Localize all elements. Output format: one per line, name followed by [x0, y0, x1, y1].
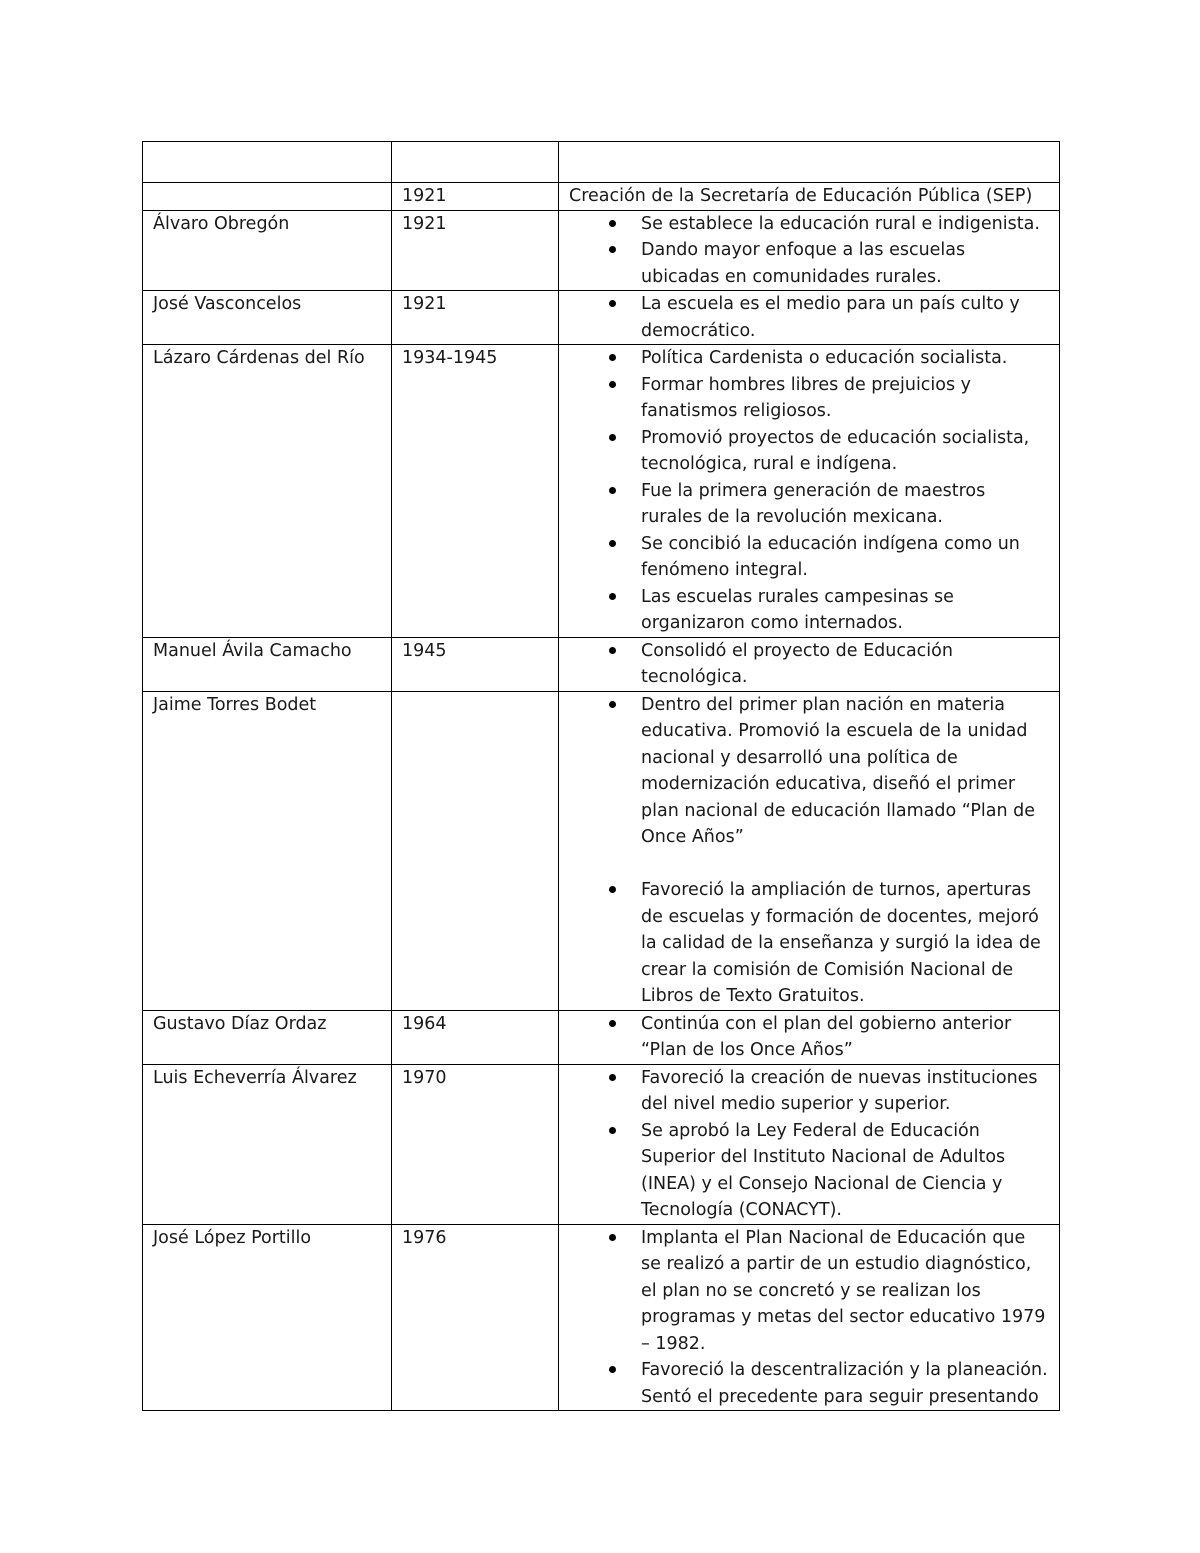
year-cell: 1964	[392, 1010, 559, 1064]
table-header-row	[143, 142, 1060, 183]
table-row	[143, 1064, 1060, 1224]
bullet-item: Continúa con el plan del gobierno anterior “Plan de los Once Años”	[569, 1011, 1051, 1064]
president-cell: Manuel Ávila Camacho	[143, 637, 392, 691]
table-row	[143, 345, 1060, 638]
bullet-item: Formar hombres libres de prejuicios y fanatismos religiosos.	[569, 372, 1051, 425]
table-row	[143, 291, 1060, 345]
bullet-item: Favoreció la creación de nuevas instituciones del nivel medio superior y superior.	[569, 1065, 1051, 1118]
description-cell	[559, 637, 1060, 691]
year-cell: 1934-1945	[392, 345, 559, 638]
year-cell: 1921	[392, 183, 559, 211]
president-cell: Álvaro Obregón	[143, 210, 392, 291]
bullet-item: Dentro del primer plan nación en materia educativa. Promovió la escuela de la unidad nacional y desarrolló una política de modernización educativa, diseñó el primer plan nacional de educación llamado “Plan de Once Años”	[569, 692, 1051, 851]
bullet-item: Fue la primera generación de maestros rurales de la revolución mexicana.	[569, 478, 1051, 531]
bullet-list	[569, 1225, 1051, 1411]
president-cell: Gustavo Díaz Ordaz	[143, 1010, 392, 1064]
bullet-item: Promovió proyectos de educación socialista, tecnológica, rural e indígena.	[569, 425, 1051, 478]
bullet-list	[569, 291, 1051, 344]
description-cell	[559, 691, 1060, 1010]
table-row	[143, 1010, 1060, 1064]
president-cell: Jaime Torres Bodet	[143, 691, 392, 1010]
description-cell	[559, 1064, 1060, 1224]
bullet-item: Consolidó el proyecto de Educación tecnológica.	[569, 638, 1051, 691]
bullet-item: Política Cardenista o educación socialista.	[569, 345, 1051, 372]
header-cell-year	[392, 142, 559, 183]
president-cell: José López Portillo	[143, 1224, 392, 1411]
bullet-item: Se aprobó la Ley Federal de Educación Superior del Instituto Nacional de Adultos (INEA) y el Consejo Nacional de Ciencia y Tecnología (CONACYT).	[569, 1118, 1051, 1224]
description-cell	[559, 210, 1060, 291]
president-cell	[143, 183, 392, 211]
bullet-item: Implanta el Plan Nacional de Educación que se realizó a partir de un estudio diagnóstico, el plan no se concretó y se realizan los programas y metas del sector educativo 1979 – 1982.	[569, 1225, 1051, 1358]
description-cell	[559, 1224, 1060, 1411]
table-row	[143, 183, 1060, 211]
year-cell	[392, 691, 559, 1010]
year-cell: 1921	[392, 291, 559, 345]
bullet-item: Dando mayor enfoque a las escuelas ubicadas en comunidades rurales.	[569, 237, 1051, 290]
year-cell: 1945	[392, 637, 559, 691]
description-cell: Creación de la Secretaría de Educación Pública (SEP)	[559, 183, 1060, 211]
table-row	[143, 1224, 1060, 1411]
table-row	[143, 637, 1060, 691]
education-history-table	[142, 141, 1060, 1411]
header-cell-description	[559, 142, 1060, 183]
bullet-list	[569, 211, 1051, 291]
president-cell: Luis Echeverría Álvarez	[143, 1064, 392, 1224]
description-cell	[559, 345, 1060, 638]
bullet-item: Favoreció la ampliación de turnos, aperturas de escuelas y formación de docentes, mejoró la calidad de la enseñanza y surgió la idea de crear la comisión de Comisión Nacional de Libros de Texto Gratuitos.	[569, 877, 1051, 1010]
bullet-item: Se establece la educación rural e indigenista.	[569, 211, 1051, 238]
bullet-item: Las escuelas rurales campesinas se organizaron como internados.	[569, 584, 1051, 637]
table-row	[143, 210, 1060, 291]
bullet-list	[569, 345, 1051, 637]
year-cell: 1921	[392, 210, 559, 291]
header-cell-president	[143, 142, 392, 183]
bullet-item: Favoreció la descentralización y la planeación. Sentó el precedente para seguir presentando	[569, 1357, 1051, 1410]
president-cell: Lázaro Cárdenas del Río	[143, 345, 392, 638]
president-cell: José Vasconcelos	[143, 291, 392, 345]
bullet-item: Se concibió la educación indígena como un fenómeno integral.	[569, 531, 1051, 584]
bullet-list	[569, 1065, 1051, 1224]
bullet-list	[569, 638, 1051, 691]
year-cell: 1976	[392, 1224, 559, 1411]
bullet-item: La escuela es el medio para un país culto y democrático.	[569, 291, 1051, 344]
year-cell: 1970	[392, 1064, 559, 1224]
bullet-list	[569, 692, 1051, 1010]
description-cell	[559, 1010, 1060, 1064]
bullet-list	[569, 1011, 1051, 1064]
table-row	[143, 691, 1060, 1010]
description-cell	[559, 291, 1060, 345]
